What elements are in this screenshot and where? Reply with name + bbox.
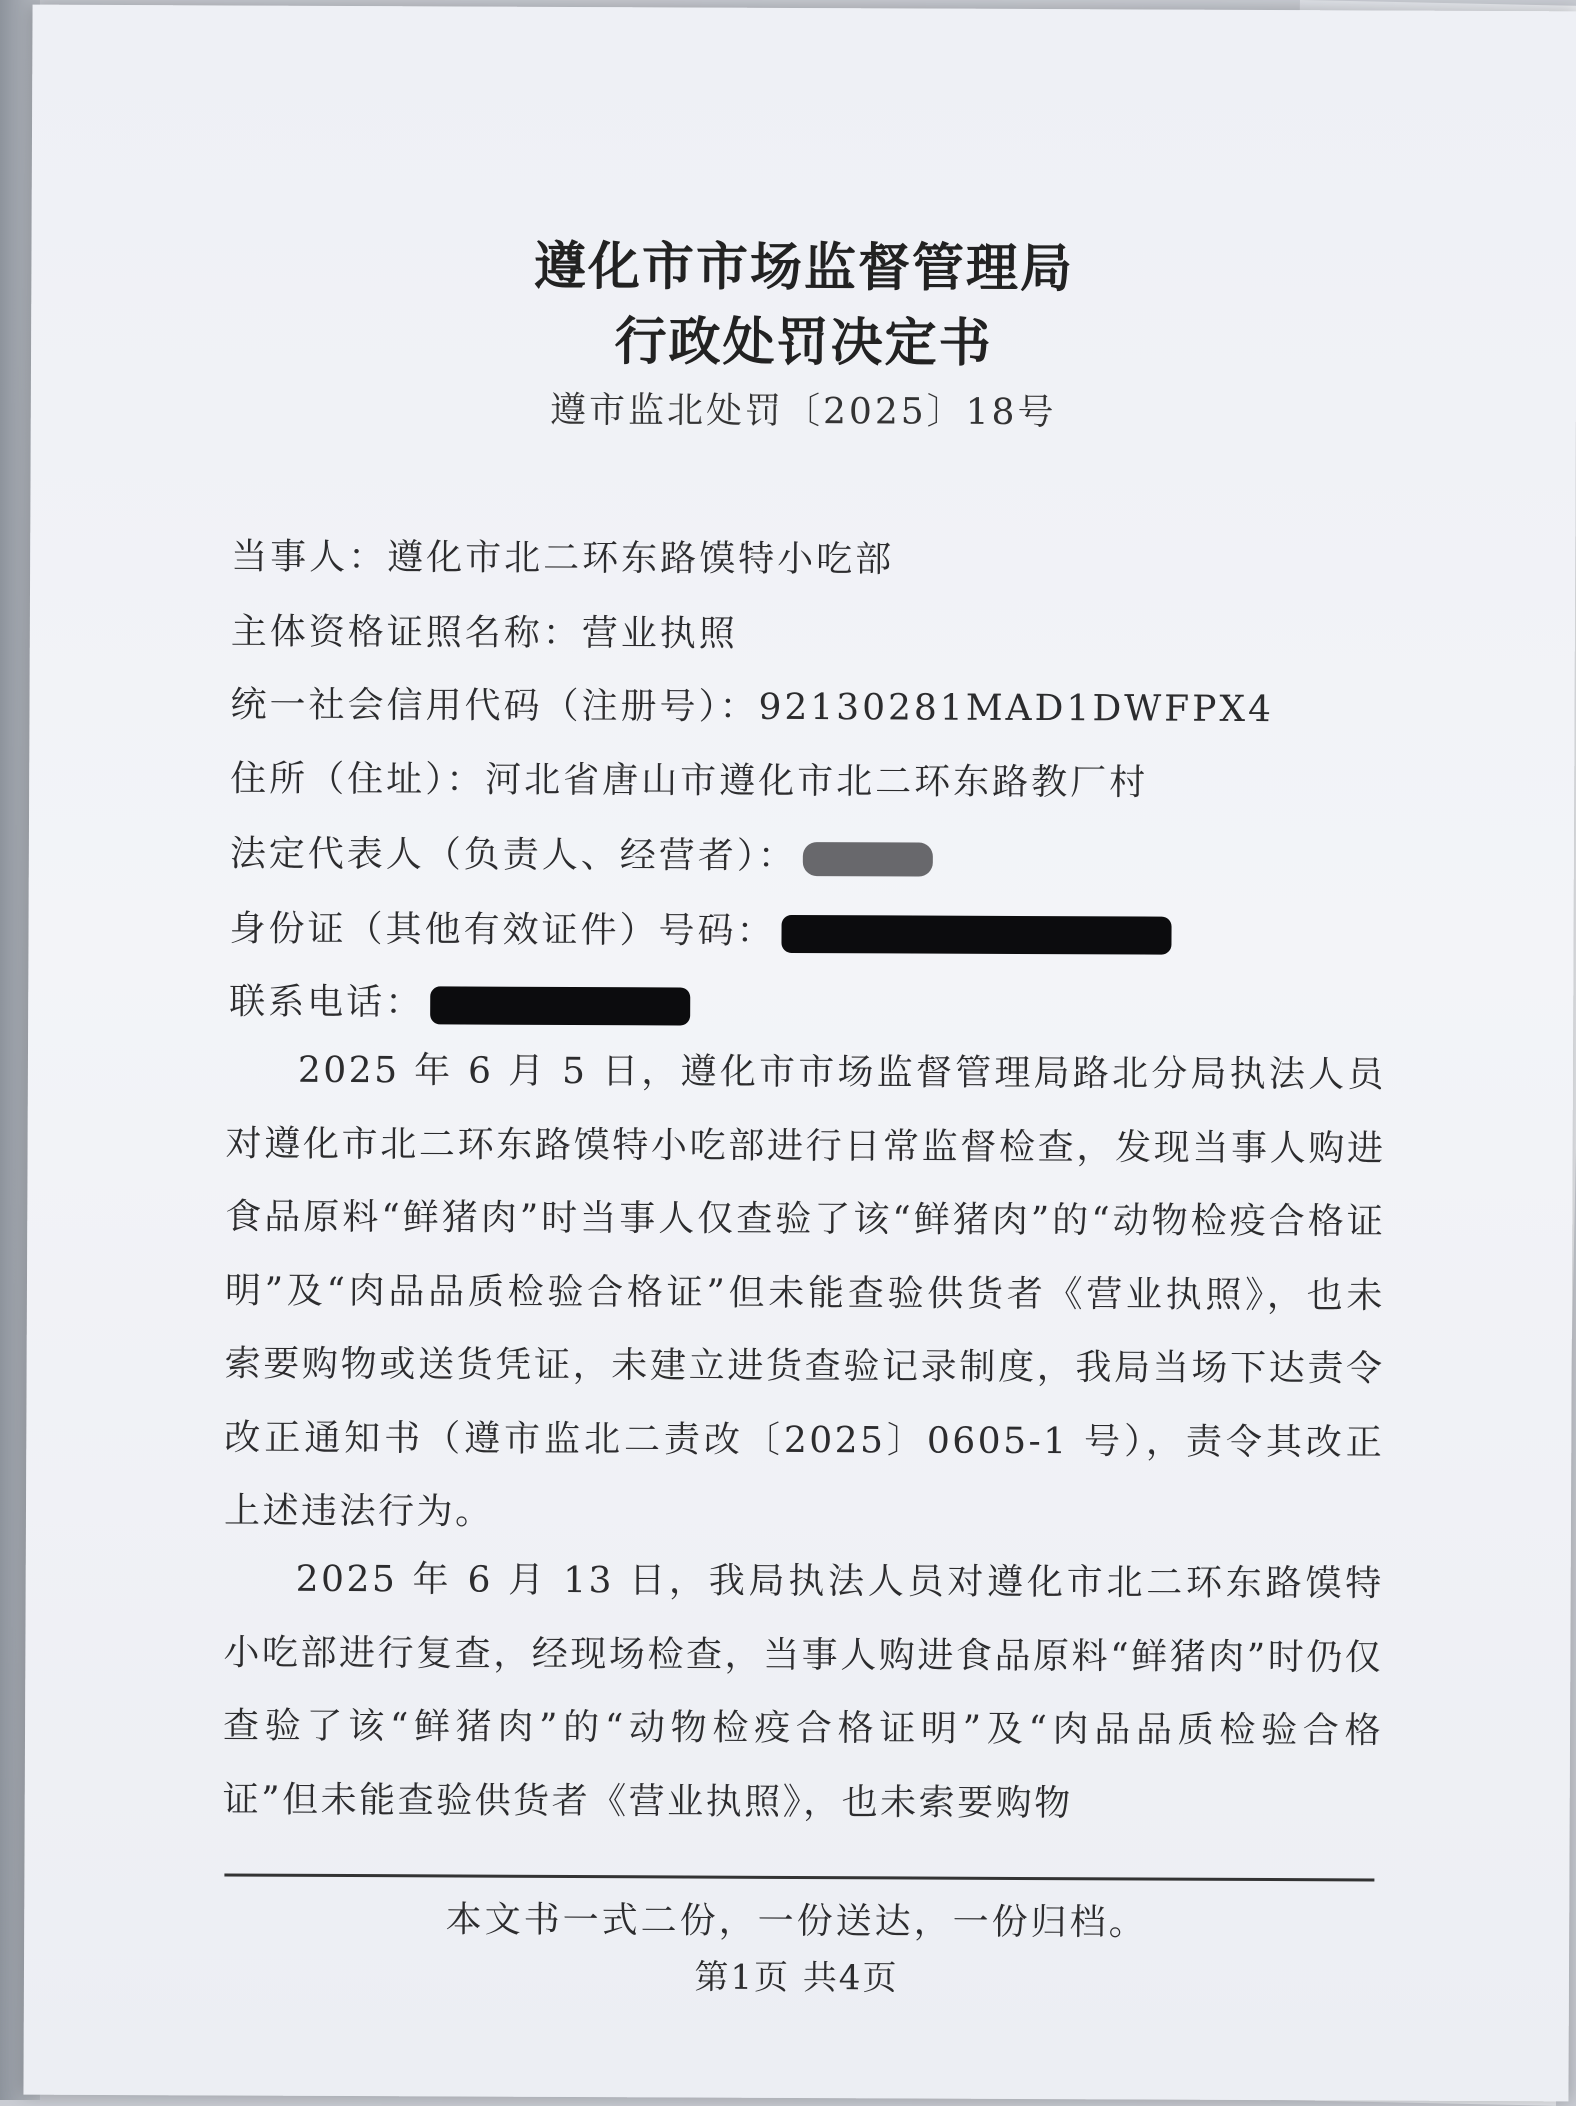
footer-note: 本文书一式二份，一份送达，一份归档。 <box>445 1899 1148 1944</box>
phone-label: 联系电话： <box>229 981 425 1024</box>
party-id-number <box>229 901 1171 956</box>
id-label: 身份证（其他有效证件）号码： <box>229 908 776 952</box>
party-credit-code: 统一社会信用代码（注册号）：92130281MAD1DWFPX4 <box>230 684 1275 731</box>
document-title-type: 行政处罚决定书 <box>614 311 993 374</box>
footer-divider <box>224 1873 1374 1881</box>
party-license: 主体资格证照名称：营业执照 <box>230 611 738 655</box>
party-address: 住所（住址）：河北省唐山市遵化市北二环东路教厂村 <box>230 758 1149 804</box>
document-page <box>23 5 1576 2102</box>
paragraph-initial-inspection: 2025 年 6 月 5 日，遵化市市场监督管理局路北分局执法人员对遵化市北二环东路馍特小吃部进行日常监督检查，发现当事人购进食品原料“鲜猪肉”时当事人仅查验了该“鲜猪肉”的“动物检疫合格证明”及“肉品品质检验合格证”但未能查验供货者《营业执照》，也未索要购物或送货凭证，未建立进货查验记录制度，我局当场下达责令改正通知书（遵市监北二责改〔2025〕0605-1 号），责令其改正上述违法行为。 <box>223 1049 1386 1533</box>
redaction-mark <box>803 842 933 877</box>
party-representative <box>230 826 933 880</box>
redaction-mark <box>430 986 690 1025</box>
party-phone <box>229 974 690 1027</box>
redaction-mark <box>781 915 1171 955</box>
document-number: 遵市监北处罚〔2025〕18号 <box>549 389 1057 434</box>
document-title-agency: 遵化市市场监督管理局 <box>533 235 1075 300</box>
representative-label: 法定代表人（负责人、经营者）： <box>229 833 797 877</box>
party-name: 当事人：遵化市北二环东路馍特小吃部 <box>231 536 895 581</box>
page-number: 第1页 共4页 <box>694 1957 899 1999</box>
paragraph-reinspection: 2025 年 6 月 13 日，我局执法人员对遵化市北二环东路馍特小吃部进行复查，经现场检查，当事人购进食品原料“鲜猪肉”时仍仅查验了该“鲜猪肉”的“动物检疫合格证明”及“肉品品质检验合格证”但未能查验供货者《营业执照》，也未索要购物 <box>222 1558 1384 1824</box>
